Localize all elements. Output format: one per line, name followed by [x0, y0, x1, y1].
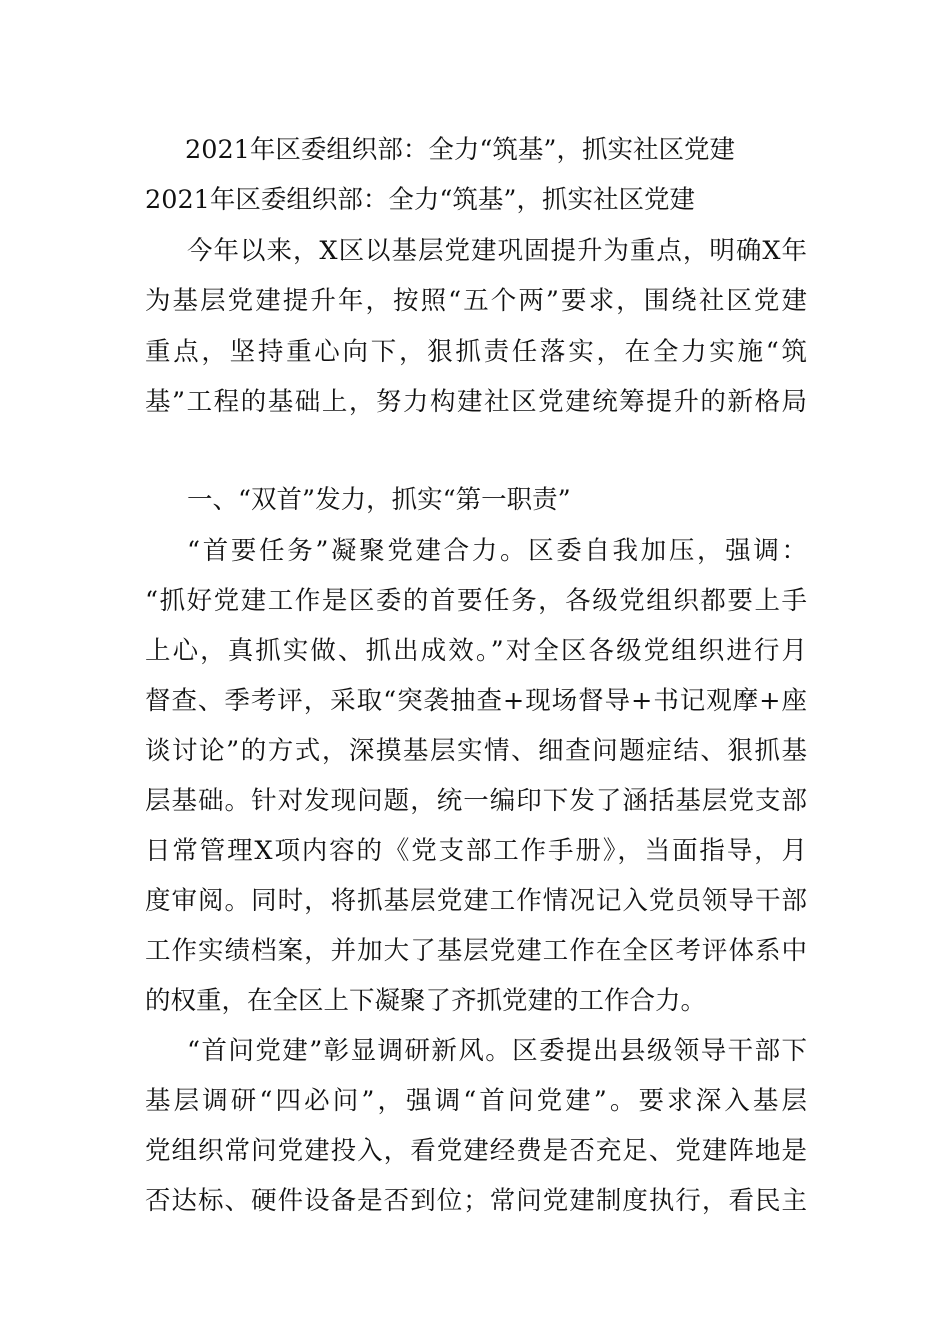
paragraph-line: 工作实绩档案，并加大了基层党建工作在全区考评体系中 — [145, 936, 807, 966]
paragraph-line: 否达标、硬件设备是否到位；常问党建制度执行，看民主 — [145, 1186, 807, 1216]
paragraph-line: 基层调研“四必问”，强调“首问党建”。要求深入基层 — [145, 1086, 807, 1116]
paragraph-line: 层基础。针对发现问题，统一编印下发了涵括基层党支部 — [145, 786, 807, 816]
intro-line: 为基层党建提升年，按照“五个两”要求，围绕社区党建 — [145, 286, 807, 316]
paragraph-line: 的权重，在全区上下凝聚了齐抓党建的工作合力。 — [145, 986, 707, 1016]
paragraph-line: 督查、季考评，采取“突袭抽查+现场督导+书记观摩+座 — [145, 686, 807, 716]
paragraph-line: 度审阅。同时，将抓基层党建工作情况记入党员领导干部 — [145, 886, 807, 916]
paragraph-line: “首问党建”彰显调研新风。区委提出县级领导干部下 — [187, 1036, 807, 1066]
paragraph-line: “抓好党建工作是区委的首要任务，各级党组织都要上手 — [145, 586, 807, 616]
paragraph-line: 谈讨论”的方式，深摸基层实情、细查问题症结、狠抓基 — [145, 736, 807, 766]
paragraph-line: 党组织常问党建投入，看党建经费是否充足、党建阵地是 — [145, 1136, 807, 1166]
document-title-line-1: 2021年区委组织部：全力“筑基”，抓实社区党建 — [185, 135, 735, 165]
paragraph-line: 日常管理X项内容的《党支部工作手册》，当面指导，月 — [145, 836, 807, 866]
section-heading: 一、“双首”发力，抓实“第一职责” — [187, 485, 571, 515]
intro-line: 基”工程的基础上，努力构建社区党建统筹提升的新格局 — [145, 387, 807, 417]
paragraph-line: 上心，真抓实做、抓出成效。”对全区各级党组织进行月 — [145, 636, 807, 666]
document-title-line-2: 2021年区委组织部：全力“筑基”，抓实社区党建 — [145, 185, 695, 215]
intro-line: 重点，坚持重心向下，狠抓责任落实，在全力实施“筑 — [145, 337, 807, 367]
paragraph-line: “首要任务”凝聚党建合力。区委自我加压，强调： — [187, 536, 807, 566]
intro-line: 今年以来，X区以基层党建巩固提升为重点，明确X年 — [187, 236, 807, 266]
